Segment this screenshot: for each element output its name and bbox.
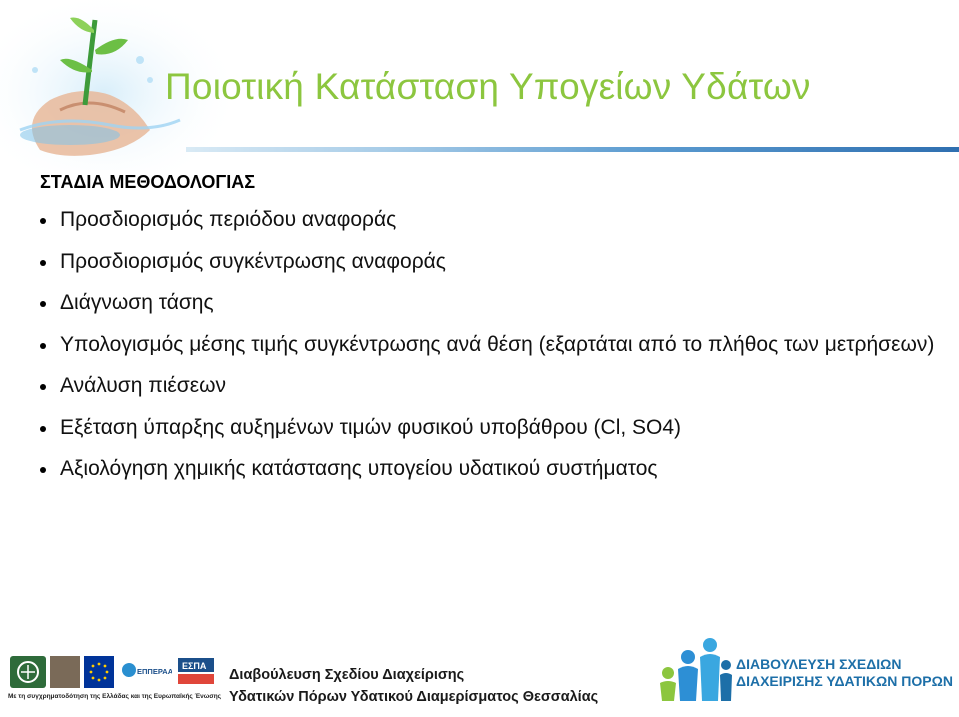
list-item — [40, 416, 940, 440]
eu-flag-icon — [84, 656, 114, 688]
ministry-logo — [10, 656, 46, 688]
consultation-brand-text — [736, 656, 953, 690]
brand-line-2: ΔΙΑΧΕΙΡΙΣΗΣ ΥΔΑΤΙΚΩΝ ΠΟΡΩΝ — [736, 673, 953, 689]
slide-title: Ποιοτική Κατάσταση Υπογείων Υδάτων — [165, 66, 811, 107]
list-item-text: Προσδιορισμός συγκέντρωσης αναφοράς — [60, 249, 446, 273]
espa-logo — [176, 656, 216, 688]
brand-line-1: ΔΙΑΒΟΥΛΕΥΣΗ ΣΧΕΔΙΩΝ — [736, 656, 902, 672]
epperaa-logo — [120, 656, 172, 688]
list-item-text: Ανάλυση πιέσεων — [60, 374, 226, 397]
bullet-icon — [40, 343, 46, 349]
bullet-icon — [40, 218, 46, 224]
bullet-icon — [40, 384, 46, 390]
secretariat-logo — [50, 656, 80, 688]
list-item-text: Υπολογισμός μέσης τιμής συγκέντρωσης ανά θέση (εξαρτάται από το πλήθος των μετρήσεων) — [60, 332, 935, 356]
epperaa-logo-text: ΕΠΠΕΡΑΑ — [137, 667, 172, 676]
list-item — [40, 208, 940, 232]
bullet-icon — [40, 260, 46, 266]
methodology-steps-list — [40, 208, 940, 481]
list-item — [40, 374, 940, 398]
list-item — [40, 333, 940, 357]
consultation-line-2: Υδατικών Πόρων Υδατικού Διαμερίσματος Θεσσαλίας — [229, 689, 599, 705]
section-heading: ΣΤΑΔΙΑ ΜΕΘΟΔΟΛΟΓΙΑΣ — [40, 172, 256, 192]
consultation-footer — [229, 664, 598, 708]
slide-content — [40, 172, 940, 499]
consultation-line-1: Διαβούλευση Σχεδίου Διαχείρισης — [229, 667, 465, 683]
list-item-text: Διάγνωση τάσης — [60, 291, 214, 314]
bullet-icon — [40, 301, 46, 307]
bullet-icon — [40, 467, 46, 473]
list-item-text: Εξέταση ύπαρξης αυξημένων τιμών φυσικού υποβάθρου (Cl, SO4) — [60, 415, 682, 439]
espa-logo-text: ΕΣΠΑ — [182, 661, 207, 671]
cofunding-caption: Με τη συγχρηματοδότηση της Ελλάδας και της Ευρωπαϊκής Ένωσης — [8, 693, 222, 700]
title-underline-rule — [186, 147, 959, 152]
consultation-brand-figures-icon — [654, 635, 734, 705]
bullet-icon — [40, 426, 46, 432]
list-item-text: Προσδιορισμός περιόδου αναφοράς — [60, 208, 397, 231]
list-item-text: Αξιολόγηση χημικής κατάστασης υπογείου υδατικού συστήματος — [60, 457, 658, 480]
list-item — [40, 291, 940, 315]
list-item — [40, 250, 940, 274]
list-item — [40, 457, 940, 481]
